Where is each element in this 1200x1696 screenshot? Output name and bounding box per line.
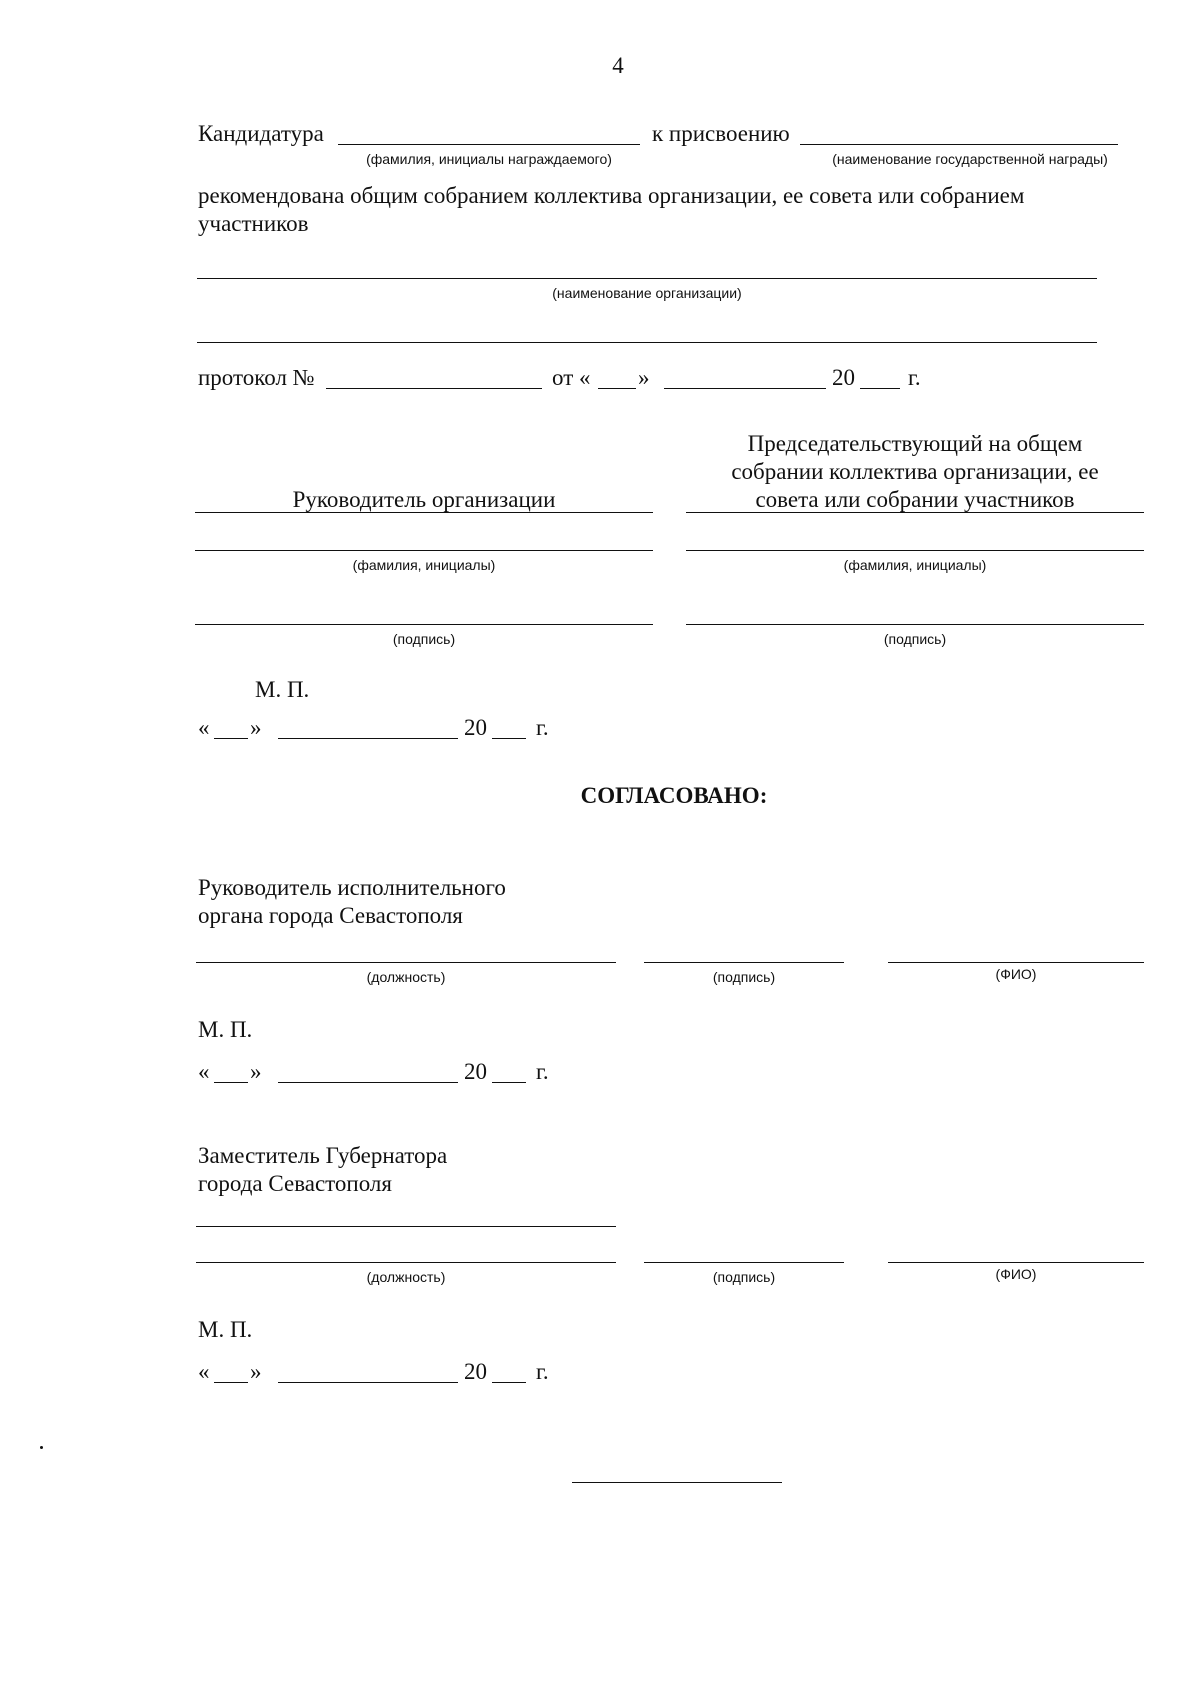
approver2-date-year-prefix: 20 bbox=[464, 1359, 487, 1384]
approver1-title-2: органа города Севастополя bbox=[198, 903, 463, 928]
approver1-date-year-prefix: 20 bbox=[464, 1059, 487, 1084]
candidate-name-caption: (фамилия, инициалы награждаемого) bbox=[366, 151, 612, 167]
organization-name-line-2[interactable] bbox=[197, 342, 1097, 343]
date-day-line[interactable] bbox=[214, 738, 248, 739]
approver2-date-open-quote: « bbox=[198, 1359, 210, 1384]
head-title-underline bbox=[195, 512, 653, 513]
approver2-position-caption: (должность) bbox=[366, 1269, 446, 1285]
chair-title-2: собрании коллектива организации, ее bbox=[731, 459, 1099, 484]
approver2-fio-line[interactable] bbox=[888, 1262, 1144, 1263]
approver1-signature-caption: (подпись) bbox=[712, 969, 776, 985]
approved-heading: СОГЛАСОВАНО: bbox=[580, 783, 768, 808]
chair-title-underline bbox=[686, 512, 1144, 513]
protocol-year-line[interactable] bbox=[860, 388, 900, 389]
approver1-position-caption: (должность) bbox=[366, 969, 446, 985]
date-month-line[interactable] bbox=[278, 738, 458, 739]
approver2-signature-line[interactable] bbox=[644, 1262, 844, 1263]
date-year-line[interactable] bbox=[492, 738, 526, 739]
chair-title-3: совета или собрании участников bbox=[755, 487, 1075, 512]
protocol-number-line[interactable] bbox=[326, 388, 542, 389]
candidate-label: Кандидатура bbox=[198, 121, 324, 146]
chair-name-line[interactable] bbox=[686, 550, 1144, 551]
approver2-date-day-line[interactable] bbox=[214, 1382, 248, 1383]
approver1-date-year-suffix: г. bbox=[536, 1059, 549, 1084]
award-name-line[interactable] bbox=[800, 144, 1118, 145]
recommended-text: рекомендована общим собранием коллектива организации, ее совета или собранием bbox=[198, 183, 1025, 208]
approver2-date-close-quote: » bbox=[250, 1359, 262, 1384]
approver1-date-close-quote: » bbox=[250, 1059, 262, 1084]
page-number: 4 bbox=[612, 53, 624, 78]
approver1-title-1: Руководитель исполнительного bbox=[198, 875, 506, 900]
date-year-suffix: г. bbox=[536, 715, 549, 740]
approver1-date-day-line[interactable] bbox=[214, 1082, 248, 1083]
approver1-position-line[interactable] bbox=[196, 962, 616, 963]
approver1-stamp: М. П. bbox=[198, 1017, 253, 1042]
chair-signature-line[interactable] bbox=[686, 624, 1144, 625]
approver2-date-year-line[interactable] bbox=[492, 1382, 526, 1383]
protocol-label: протокол № bbox=[198, 365, 315, 390]
approver1-date-month-line[interactable] bbox=[278, 1082, 458, 1083]
date-year-prefix: 20 bbox=[464, 715, 487, 740]
head-signature-caption: (подпись) bbox=[392, 631, 456, 647]
approver1-date-year-line[interactable] bbox=[492, 1082, 526, 1083]
candidate-name-line[interactable] bbox=[338, 144, 640, 145]
head-signature-line[interactable] bbox=[195, 624, 653, 625]
protocol-year-prefix: 20 bbox=[832, 365, 855, 390]
protocol-month-line[interactable] bbox=[664, 388, 826, 389]
protocol-day-line[interactable] bbox=[598, 388, 636, 389]
date-open-quote: « bbox=[198, 715, 210, 740]
approver2-title-1: Заместитель Губернатора bbox=[198, 1143, 448, 1168]
award-name-caption: (наименование государственной награды) bbox=[832, 151, 1108, 167]
scan-dot bbox=[40, 1446, 43, 1449]
approver2-stamp: М. П. bbox=[198, 1317, 253, 1342]
approver2-title-2: города Севастополя bbox=[198, 1171, 392, 1196]
approver1-date-open-quote: « bbox=[198, 1059, 210, 1084]
chair-title-1: Председательствующий на общем bbox=[747, 431, 1083, 456]
approver1-fio-line[interactable] bbox=[888, 962, 1144, 963]
date-close-quote: » bbox=[250, 715, 262, 740]
head-of-organization-title: Руководитель организации bbox=[292, 487, 556, 512]
approver2-date-year-suffix: г. bbox=[536, 1359, 549, 1384]
approver1-fio-caption: (ФИО) bbox=[995, 966, 1037, 982]
protocol-year-suffix: г. bbox=[908, 365, 921, 390]
approver2-signature-caption: (подпись) bbox=[712, 1269, 776, 1285]
head-name-caption: (фамилия, инициалы) bbox=[352, 557, 496, 573]
protocol-from-label: от « bbox=[552, 365, 591, 390]
recommended-text-2: участников bbox=[198, 211, 309, 236]
chair-signature-caption: (подпись) bbox=[883, 631, 947, 647]
end-of-document-rule bbox=[572, 1482, 782, 1483]
stamp-label: М. П. bbox=[255, 677, 310, 702]
protocol-quote-close: » bbox=[638, 365, 650, 390]
approver2-extra-line[interactable] bbox=[196, 1226, 616, 1227]
organization-caption: (наименование организации) bbox=[552, 285, 742, 301]
approver2-position-line[interactable] bbox=[196, 1262, 616, 1263]
organization-name-line[interactable] bbox=[197, 278, 1097, 279]
approver2-date-month-line[interactable] bbox=[278, 1382, 458, 1383]
approver1-signature-line[interactable] bbox=[644, 962, 844, 963]
chair-name-caption: (фамилия, инициалы) bbox=[843, 557, 987, 573]
approver2-fio-caption: (ФИО) bbox=[995, 1266, 1037, 1282]
to-award-label: к присвоению bbox=[652, 121, 790, 146]
head-name-line[interactable] bbox=[195, 550, 653, 551]
